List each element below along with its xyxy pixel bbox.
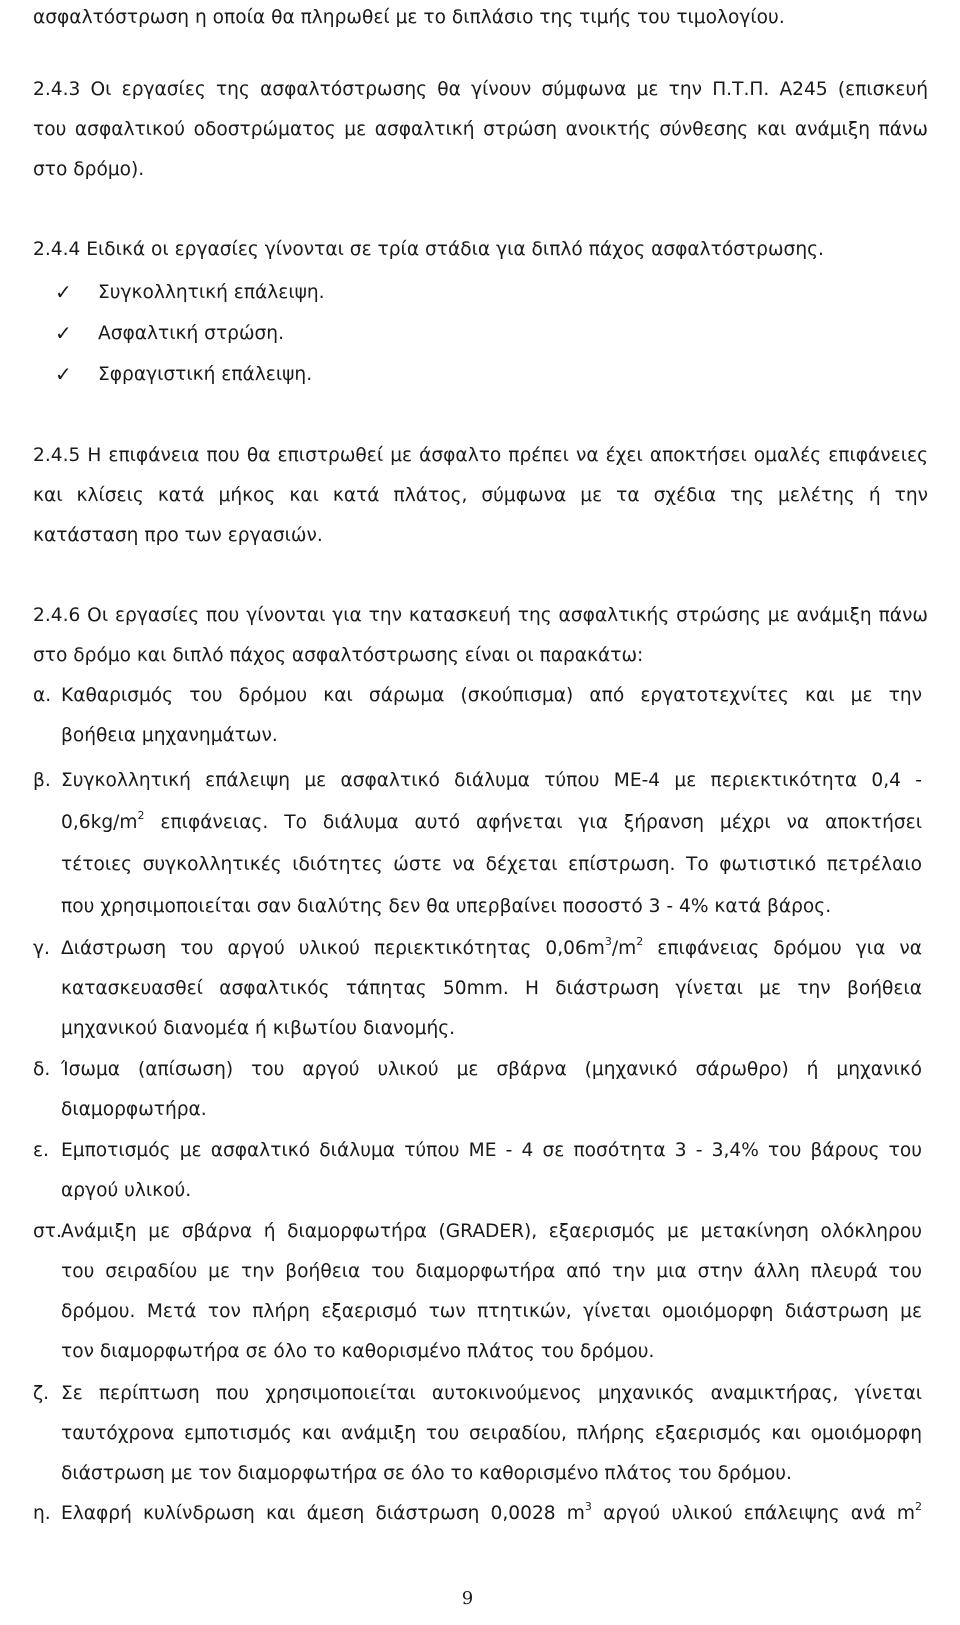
paragraph-2-4-6-line-2: στο δρόμο και διπλό πάχος ασφαλτόστρωσης είναι οι παρακάτω:: [33, 645, 644, 666]
paragraph-2-4-4: 2.4.4 Ειδικά οι εργασίες γίνονται σε τρία στάδια για διπλό πάχος ασφαλτόστρωσης.: [33, 239, 824, 260]
item-st-line-1: Ανάμιξη με σβάρνα ή διαμορφωτήρα (GRADER), εξαερισμός με μετακίνηση ολόκληρου: [61, 1221, 922, 1242]
item-d-line-2: διαμορφωτήρα.: [61, 1099, 207, 1120]
item-c-line-3: μηχανικού διανομέα ή κιβωτίου διανομής.: [61, 1018, 456, 1039]
item-label-b: β.: [33, 770, 51, 791]
item-b-line-3: τέτοιες συγκολλητικές ιδιότητες ώστε να δέχεται επίστρωση. Το φωτιστικό πετρέλαιο: [61, 854, 922, 875]
checkmark-icon: ✓: [55, 362, 72, 386]
item-e-line-2: αργού υλικού.: [61, 1180, 192, 1201]
item-b-line-4: που χρησιμοποιείται σαν διαλύτης δεν θα υπερβαίνει ποσοστό 3 - 4% κατά βάρος.: [61, 896, 832, 917]
checkmark-icon: ✓: [55, 280, 72, 304]
paragraph-2-4-3-line-1: 2.4.3 Οι εργασίες της ασφαλτόστρωσης θα γίνουν σύμφωνα με την Π.Τ.Π. Α245 (επισκευή: [33, 79, 928, 100]
item-e-line-1: Εμποτισμός με ασφαλτικό διάλυμα τύπου ΜΕ - 4 σε ποσότητα 3 - 3,4% του βάρους του: [61, 1140, 922, 1161]
paragraph-2-4-3-line-2: του ασφαλτικού οδοστρώματος με ασφαλτική στρώση ανοικτής σύνθεσης και ανάμιξη πάνω: [33, 119, 928, 140]
item-d-line-1: Ίσωμα (απίσωση) του αργού υλικού με σβάρνα (μηχανικό σάρωθρο) ή μηχανικό: [61, 1059, 922, 1080]
checkmark-icon: ✓: [55, 321, 72, 345]
item-z-line-2: ταυτόχρονα εμποτισμός και ανάμιξη του σειραδίου, πλήρης εξαερισμός και ομοιόμορφη: [61, 1423, 922, 1444]
paragraph-2-4-5-line-1: 2.4.5 Η επιφάνεια που θα επιστρωθεί με άσφαλτο πρέπει να έχει αποκτήσει ομαλές επιφάνειες: [33, 445, 928, 466]
page-number: 9: [461, 1588, 474, 1609]
paragraph-2-4-5-line-3: κατάσταση προ των εργασιών.: [33, 525, 323, 546]
paragraph-2-4-5-line-2: και κλίσεις κατά μήκος και κατά πλάτος, σύμφωνα με τα σχέδια της μελέτης ή την: [33, 485, 928, 506]
item-st-line-4: τον διαμορφωτήρα σε όλο το καθορισμένο πλάτος του δρόμου.: [61, 1341, 655, 1362]
item-a-line-2: βοήθεια μηχανημάτων.: [61, 725, 278, 746]
checklist-item: Συγκολλητική επάλειψη.: [98, 282, 325, 303]
superscript: 2: [636, 935, 644, 948]
item-c-line-1: Διάστρωση του αργού υλικού περιεκτικότητας $0,06m^3/m^2$ επιφάνειας δρόμου για να: [61, 935, 922, 959]
superscript: 3: [584, 1500, 592, 1513]
superscript: 2: [914, 1500, 922, 1513]
item-a-line-1: Καθαρισμός του δρόμου και σάρωμα (σκούπισμα) από εργατοτεχνίτες και με την: [61, 685, 922, 706]
item-z-line-3: διάστρωση με τον διαμορφωτήρα σε όλο το καθορισμένο πλάτος του δρόμου.: [61, 1463, 792, 1484]
item-label-c: γ.: [33, 938, 50, 959]
item-st-line-2: του σειραδίου με την βοήθεια του διαμορφωτήρα από την μια στην άλλη πλευρά του: [61, 1261, 922, 1282]
item-label-d: δ.: [33, 1059, 51, 1080]
item-c-line-2: κατασκευασθεί ασφαλτικός τάπητας 50mm. Η διάστρωση γίνεται με την βοήθεια: [61, 978, 922, 999]
item-st-line-3: δρόμου. Μετά τον πλήρη εξαερισμό των πτητικών, γίνεται ομοιόμορφη διάστρωση με: [61, 1301, 922, 1322]
superscript: 3: [604, 935, 612, 948]
checklist-item: Σφραγιστική επάλειψη.: [98, 364, 313, 385]
item-b-line-2: $0,6kg/m^2$ επιφάνειας. Το διάλυμα αυτό αφήνεται για ξήρανση μέχρι να αποκτήσει: [61, 809, 922, 833]
paragraph-2-4-3-line-3: στο δρόμο).: [33, 159, 145, 180]
item-label-e: ε.: [33, 1140, 49, 1161]
item-label-st: στ.: [33, 1221, 62, 1242]
superscript: 2: [137, 809, 145, 822]
item-z-line-1: Σε περίπτωση που χρησιμοποιείται αυτοκινούμενος μηχανικός αναμικτήρας, γίνεται: [61, 1383, 922, 1404]
checklist-item: Ασφαλτική στρώση.: [98, 323, 285, 344]
paragraph-2-4-6-line-1: 2.4.6 Οι εργασίες που γίνονται για την κατασκευή της ασφαλτικής στρώσης με ανάμιξη πάνω: [33, 605, 928, 626]
item-label-z: ζ.: [33, 1383, 50, 1404]
item-b-line-1: Συγκολλητική επάλειψη με ασφαλτικό διάλυμα τύπου ΜΕ-4 με περιεκτικότητα 0,4 -: [61, 770, 922, 791]
paragraph-line: ασφαλτόστρωση η οποία θα πληρωθεί με το διπλάσιο της τιμής του τιμολογίου.: [33, 7, 785, 28]
item-label-h: η.: [33, 1503, 51, 1524]
item-h-line-1: Ελαφρή κυλίνδρωση και άμεση διάστρωση 0,0028 $m^3$ αργού υλικού επάλειψης ανά $m^2$: [61, 1500, 922, 1524]
item-label-a: α.: [33, 685, 52, 706]
